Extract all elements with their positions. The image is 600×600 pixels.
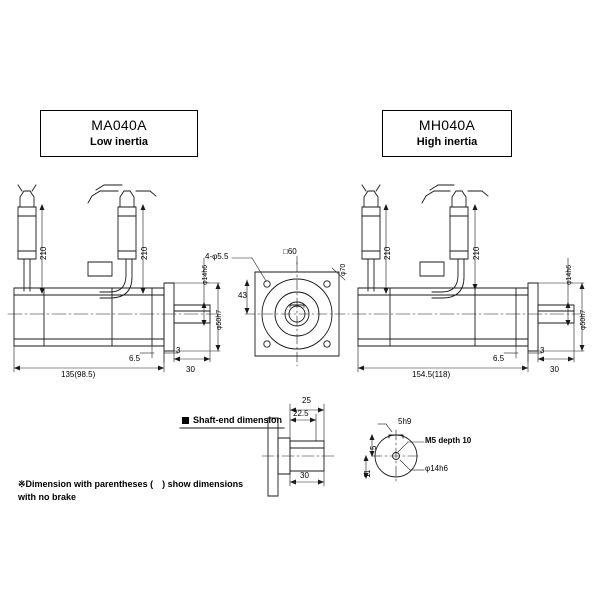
shaft-dia-14h6: φ14h6 <box>425 464 448 473</box>
right-dim-3: 3 <box>540 346 545 355</box>
mh040a-subtitle: High inertia <box>416 135 478 148</box>
left-dim-6-5: 6.5 <box>129 354 141 363</box>
label-box-ma040a <box>40 110 198 157</box>
ma040a-title: MA040A <box>91 117 147 133</box>
shaft-end-header-label: Shaft-end dimension <box>193 415 283 425</box>
right-dim-6-5: 6.5 <box>493 354 505 363</box>
right-dim-small <box>504 323 574 362</box>
front-view <box>232 256 349 366</box>
left-cable-210-a: 210 <box>39 246 48 260</box>
right-connector-2 <box>420 185 488 298</box>
shaft-dim-11: 11 <box>363 469 372 478</box>
shaft-dim-30: 30 <box>300 471 309 480</box>
left-dim-30: 30 <box>186 365 195 374</box>
label-box-mh040a <box>382 110 512 157</box>
right-connector-1 <box>362 185 380 291</box>
shaft-end-header <box>182 415 282 425</box>
left-shaft-dia: φ14h6 <box>202 264 209 285</box>
shaft-dim-25: 25 <box>302 396 311 405</box>
bullet-square-icon <box>182 417 189 424</box>
left-motor-body <box>8 283 218 351</box>
left-flange-dia: φ50h7 <box>216 309 223 330</box>
left-dim-body-length <box>14 346 164 372</box>
right-body-length: 154.5(118) <box>412 370 451 379</box>
shaft-dim-5: 5 <box>369 445 378 450</box>
shaft-end-section-view <box>364 424 425 482</box>
right-cable-210-b: 210 <box>472 246 481 260</box>
footnote-line-1: ※Dimension with parentheses ( ) show dimensions <box>18 479 244 489</box>
right-flange-dia: φ50h7 <box>580 309 587 330</box>
footnote-line-2: with no brake <box>18 492 77 502</box>
mh040a-title: MH040A <box>418 117 476 133</box>
left-connector-2 <box>88 185 156 298</box>
shaft-key-5h9: 5h9 <box>398 417 412 426</box>
right-dim-flange-dia <box>538 283 585 351</box>
right-shaft-dia: φ14h6 <box>566 264 573 285</box>
shaft-thread-m5: M5 depth 10 <box>425 436 472 445</box>
right-cable-210-a: 210 <box>383 246 392 260</box>
right-motor-body <box>352 283 582 351</box>
right-dim-30: 30 <box>550 365 559 374</box>
front-square-60: □60 <box>283 247 297 256</box>
left-dim-flange-dia <box>174 283 221 351</box>
left-cable-210-b: 210 <box>140 246 149 260</box>
front-dim-43: 43 <box>238 291 247 300</box>
ma040a-subtitle: Low inertia <box>89 135 149 148</box>
front-pilot-70: φ70 <box>340 263 347 276</box>
left-connector-1 <box>18 185 36 291</box>
left-body-length: 135(98.5) <box>61 370 96 379</box>
shaft-dim-22-5: 22.5 <box>293 409 309 418</box>
left-dim-3: 3 <box>176 346 181 355</box>
left-dim-small <box>140 323 210 362</box>
front-holes-4-5.5: 4-φ5.5 <box>205 252 229 261</box>
